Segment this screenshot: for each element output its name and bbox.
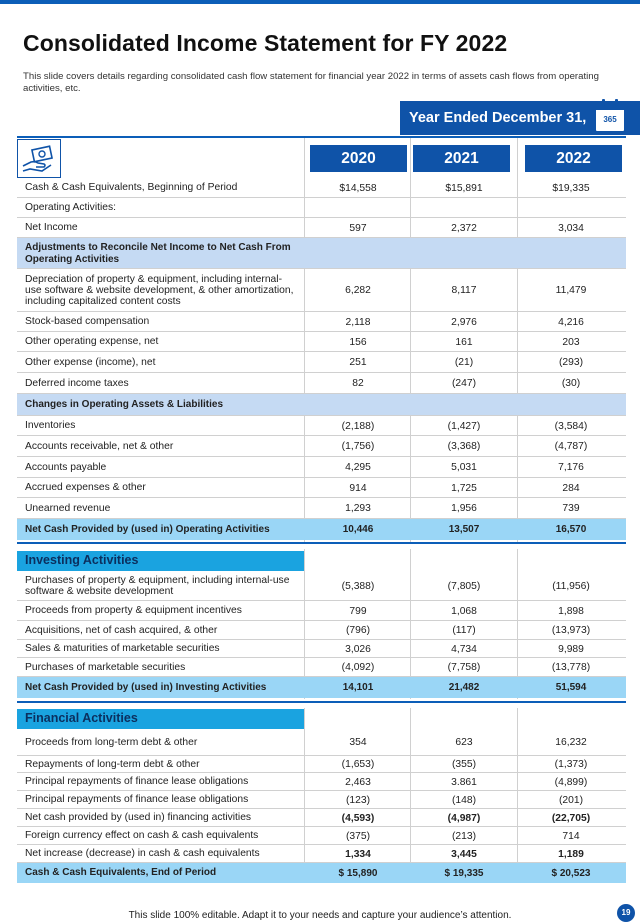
total-row bbox=[17, 863, 626, 883]
table-row bbox=[17, 457, 626, 478]
cell-2021: (7,758) bbox=[447, 662, 481, 673]
cell-2020: 2,463 bbox=[345, 776, 371, 788]
calendar-number: 365 bbox=[603, 115, 617, 124]
cell-2022: (11,956) bbox=[552, 580, 590, 592]
cell-2021: 3.861 bbox=[451, 776, 477, 788]
cell-2022 bbox=[518, 394, 624, 416]
table-row bbox=[17, 845, 626, 863]
cell-2021: $ 19,335 bbox=[444, 867, 484, 879]
row-label: Net Cash Provided by (used in) Investing Activities bbox=[25, 681, 267, 693]
cell-2020: 4,295 bbox=[345, 462, 371, 473]
row-label: Principal repayments of finance lease obligations bbox=[25, 776, 249, 788]
cell-2022: 714 bbox=[562, 830, 580, 842]
cell-2022 bbox=[518, 238, 624, 269]
cell-2020: (5,388) bbox=[341, 580, 375, 592]
row-label: Depreciation of property & equipment, including internal-use software & website development, & other amortization, including capitalized content costs bbox=[25, 273, 294, 308]
cell-2021 bbox=[411, 198, 517, 218]
cell-2021: (4,987) bbox=[447, 812, 481, 824]
cell-2020: (796) bbox=[345, 625, 371, 636]
row-label: Cash & Cash Equivalents, Beginning of Period bbox=[25, 182, 238, 194]
table-row bbox=[17, 332, 626, 352]
row-label: Inventories bbox=[25, 420, 76, 432]
cell-2021: 8,117 bbox=[451, 285, 477, 296]
cell-2022: 16,232 bbox=[555, 737, 587, 748]
cell-2020: 6,282 bbox=[345, 285, 371, 296]
cell-2021: 1,725 bbox=[451, 482, 477, 494]
cell-2020: (123) bbox=[345, 794, 371, 806]
table-row bbox=[17, 478, 626, 498]
section-divider bbox=[17, 136, 626, 138]
cell-2020: 354 bbox=[349, 737, 367, 748]
row-label: Net increase (decrease) in cash & cash equivalents bbox=[25, 848, 260, 860]
row-label: Cash & Cash Equivalents, End of Period bbox=[25, 867, 217, 879]
table-row bbox=[17, 773, 626, 791]
cell-2020: 82 bbox=[352, 378, 364, 389]
cell-2022: 4,216 bbox=[558, 316, 584, 328]
cell-2022: 16,570 bbox=[555, 524, 587, 535]
page-title: Consolidated Income Statement for FY 2022 bbox=[23, 30, 508, 56]
section-header: Investing Activities bbox=[17, 551, 304, 571]
table-row bbox=[17, 498, 626, 519]
total-row bbox=[17, 519, 626, 540]
subheader-row bbox=[17, 238, 626, 269]
row-label: Accrued expenses & other bbox=[25, 482, 146, 494]
table-row bbox=[17, 809, 626, 827]
cell-2022: 739 bbox=[562, 503, 580, 514]
cell-2022: 1,189 bbox=[558, 848, 584, 860]
row-label: Proceeds from property & equipment incentives bbox=[25, 605, 242, 617]
row-label: Net cash provided by (used in) financing activities bbox=[25, 812, 252, 824]
cell-2021: 623 bbox=[455, 737, 473, 748]
row-label: Acquisitions, net of cash acquired, & other bbox=[25, 624, 218, 636]
cell-2021: (355) bbox=[451, 759, 477, 770]
page-subtitle: This slide covers details regarding consolidated cash flow statement for financial year 2022 in terms of assets cash flows from operating activities, etc. bbox=[23, 71, 599, 94]
row-label: Unearned revenue bbox=[25, 502, 111, 514]
cell-2022: 203 bbox=[562, 336, 580, 348]
cell-2021: (148) bbox=[451, 794, 477, 806]
row-label: Purchases of marketable securities bbox=[25, 661, 186, 673]
table-row bbox=[17, 621, 626, 640]
cell-2022: (4,899) bbox=[554, 776, 588, 788]
cell-2020 bbox=[305, 394, 411, 416]
cell-2021: 2,976 bbox=[451, 316, 477, 328]
cell-2021: 21,482 bbox=[448, 682, 480, 693]
row-label: Net Income bbox=[25, 222, 78, 234]
cell-2022: 51,594 bbox=[555, 682, 587, 693]
cell-2021: (3,368) bbox=[447, 441, 481, 452]
cell-2021 bbox=[411, 238, 517, 269]
row-label: Foreign currency effect on cash & cash equivalents bbox=[25, 830, 259, 842]
cell-2021 bbox=[411, 394, 517, 416]
table-row bbox=[17, 416, 626, 436]
cell-2022: $ 20,523 bbox=[551, 867, 591, 879]
cell-2020: 14,101 bbox=[342, 682, 374, 693]
footer-note: This slide 100% editable. Adapt it to your needs and capture your audience’s attention. bbox=[128, 910, 512, 921]
table-row bbox=[17, 756, 626, 773]
cell-2020: (4,593) bbox=[341, 812, 375, 824]
table-row bbox=[17, 312, 626, 332]
table-row bbox=[17, 601, 626, 621]
cell-2022: 1,898 bbox=[558, 605, 584, 617]
cell-2022: (201) bbox=[558, 794, 584, 806]
cell-2021: (7,805) bbox=[447, 580, 481, 592]
cell-2022: (293) bbox=[558, 357, 584, 368]
cell-2021: 3,445 bbox=[451, 848, 477, 860]
cell-2022: 3,034 bbox=[558, 222, 584, 234]
table-row bbox=[17, 198, 626, 218]
row-label: Adjustments to Reconcile Net Income to Net Cash From Operating Activities bbox=[25, 242, 291, 265]
cell-2020: $14,558 bbox=[339, 182, 377, 194]
table-row bbox=[17, 640, 626, 658]
cell-2022: (22,705) bbox=[551, 812, 591, 824]
row-label: Net Cash Provided by (used in) Operating Activities bbox=[25, 523, 270, 535]
cell-2020: (2,188) bbox=[341, 420, 375, 432]
table-row bbox=[17, 178, 626, 198]
cell-2022: (1,373) bbox=[554, 759, 588, 770]
row-label: Sales & maturities of marketable securities bbox=[25, 643, 220, 655]
year-header-2020: 2020 bbox=[310, 145, 407, 172]
row-label: Repayments of long-term debt & other bbox=[25, 758, 200, 770]
cell-2022 bbox=[518, 198, 624, 218]
calendar-icon bbox=[594, 101, 626, 133]
cell-2022: 7,176 bbox=[558, 462, 584, 473]
table-row bbox=[17, 658, 626, 677]
table-row bbox=[17, 218, 626, 238]
table-row bbox=[17, 571, 626, 601]
cell-2021: 1,956 bbox=[451, 503, 477, 514]
year-header-2021: 2021 bbox=[413, 145, 510, 172]
cell-2021: (247) bbox=[451, 378, 477, 389]
cell-2022: (30) bbox=[561, 378, 581, 389]
cell-2022: 11,479 bbox=[555, 285, 587, 296]
total-row bbox=[17, 677, 626, 698]
section-divider bbox=[17, 542, 626, 544]
cell-2020: (1,653) bbox=[341, 759, 375, 770]
subheader-row bbox=[17, 394, 626, 416]
row-label: Deferred income taxes bbox=[25, 377, 129, 389]
cell-2020: (4,092) bbox=[341, 662, 375, 673]
top-accent-line bbox=[0, 0, 640, 4]
cell-2020: (375) bbox=[345, 830, 371, 842]
cell-2021: 5,031 bbox=[451, 462, 477, 473]
cell-2022: (13,778) bbox=[551, 662, 591, 673]
cell-2021: $15,891 bbox=[445, 182, 483, 194]
row-label: Purchases of property & equipment, including internal-use software & website development bbox=[25, 574, 290, 597]
row-label: Accounts receivable, net & other bbox=[25, 440, 174, 452]
table-row bbox=[17, 269, 626, 312]
cell-2022: $19,335 bbox=[552, 182, 590, 194]
cell-2020: 1,334 bbox=[345, 848, 371, 860]
cell-2021: 161 bbox=[455, 336, 473, 348]
cell-2020 bbox=[305, 238, 411, 269]
row-label: Changes in Operating Assets & Liabilities bbox=[25, 399, 224, 411]
cell-2022: 9,989 bbox=[558, 643, 584, 655]
table-row bbox=[17, 352, 626, 373]
page-number-badge: 19 bbox=[617, 904, 635, 922]
cell-2020: 2,118 bbox=[345, 316, 371, 328]
cell-2022: (4,787) bbox=[554, 441, 588, 452]
cell-2020: 156 bbox=[349, 336, 367, 348]
cell-2021: (117) bbox=[452, 625, 476, 636]
cell-2021: 13,507 bbox=[448, 524, 480, 535]
row-label: Principal repayments of finance lease obligations bbox=[25, 794, 249, 806]
cell-2021: 2,372 bbox=[451, 222, 477, 234]
cell-2020: 251 bbox=[349, 357, 367, 368]
cell-2021: 1,068 bbox=[451, 605, 477, 617]
table-row bbox=[17, 436, 626, 457]
money-hand-icon bbox=[17, 139, 61, 178]
table-row bbox=[17, 827, 626, 845]
row-label: Other operating expense, net bbox=[25, 336, 159, 348]
table-row bbox=[17, 373, 626, 394]
row-label: Other expense (income), net bbox=[25, 356, 156, 368]
cell-2020 bbox=[305, 198, 411, 218]
table-row bbox=[17, 791, 626, 809]
row-label: Proceeds from long-term debt & other bbox=[25, 736, 198, 748]
row-label: Accounts payable bbox=[25, 461, 107, 473]
cell-2020: 597 bbox=[349, 222, 367, 234]
cell-2021: (1,427) bbox=[447, 420, 481, 432]
cell-2020: 914 bbox=[349, 482, 367, 494]
section-header: Financial Activities bbox=[17, 709, 304, 729]
row-label: Operating Activities: bbox=[25, 202, 116, 214]
cell-2021: 4,734 bbox=[451, 643, 477, 655]
year-header-2022: 2022 bbox=[525, 145, 622, 172]
row-label: Stock-based compensation bbox=[25, 316, 150, 328]
cell-2021: (21) bbox=[454, 357, 474, 368]
cell-2022: (13,973) bbox=[551, 625, 591, 636]
table-row bbox=[17, 729, 626, 756]
cell-2020: 1,293 bbox=[345, 503, 371, 514]
cell-2020: 10,446 bbox=[342, 524, 374, 535]
cell-2021: (213) bbox=[451, 830, 477, 842]
section-divider bbox=[17, 701, 626, 703]
year-ended-banner: Year Ended December 31, bbox=[400, 101, 640, 135]
cell-2020: $ 15,890 bbox=[338, 867, 378, 879]
cell-2022: (3,584) bbox=[554, 420, 588, 432]
cell-2022: 284 bbox=[562, 482, 580, 494]
cell-2020: (1,756) bbox=[341, 441, 375, 452]
cell-2020: 3,026 bbox=[345, 643, 371, 655]
cell-2020: 799 bbox=[349, 605, 367, 617]
